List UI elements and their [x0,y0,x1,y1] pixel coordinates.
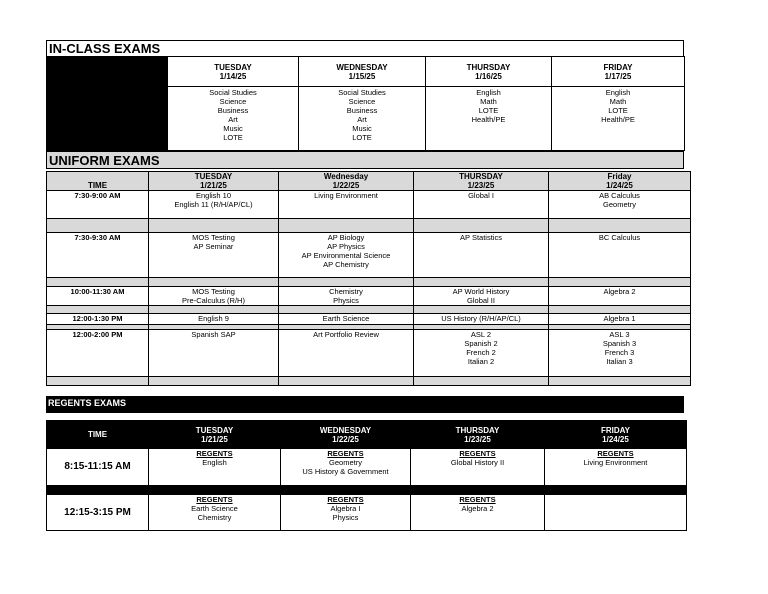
spacer-cell [414,219,549,233]
uniform-title: UNIFORM EXAMS [46,151,684,169]
spacer-cell [549,278,691,287]
spacer-cell [549,377,691,386]
spacer-cell [149,219,279,233]
spacer-cell [414,306,549,314]
exam-cell: ASL 2 Spanish 2 French 2 Italian 2 [414,330,549,377]
exam-cell: Algebra 2 [549,287,691,306]
uniform-day-header: Friday 1/24/25 [549,172,691,191]
spacer-cell [149,278,279,287]
exam-cell: AB Calculus Geometry [549,191,691,219]
in-class-title: IN-CLASS EXAMS [46,40,684,56]
in-class-subjects: Social Studies Science Business Art Music LOTE [168,87,299,151]
exam-cell: English 9 [149,314,279,325]
spacer-cell [411,486,545,495]
regents-time-header: TIME [47,421,149,449]
spacer-cell [149,377,279,386]
in-class-day-header: WEDNESDAY 1/15/25 [299,57,426,87]
uniform-table [46,171,691,386]
time-slot: 12:15-3:15 PM [47,495,149,531]
regents-cell: REGENTS English [149,449,281,486]
exam-cell: AP World History Global II [414,287,549,306]
regents-cell: REGENTS Earth Science Chemistry [149,495,281,531]
regents-day-header: WEDNESDAY 1/22/25 [281,421,411,449]
uniform-day-header: Wednesday 1/22/25 [279,172,414,191]
exam-cell: Art Portfolio Review [279,330,414,377]
spacer-cell [47,377,149,386]
spacer-cell [279,278,414,287]
regents-day-header: THURSDAY 1/23/25 [411,421,545,449]
exam-cell: ASL 3 Spanish 3 French 3 Italian 3 [549,330,691,377]
time-slot: 12:00-2:00 PM [47,330,149,377]
in-class-subjects: Social Studies Science Business Art Music LOTE [299,87,426,151]
uniform-time-header: TIME [47,172,149,191]
regents-title: REGENTS EXAMS [46,396,684,413]
time-slot: 8:15-11:15 AM [47,449,149,486]
spacer-cell [545,486,687,495]
exam-cell: BC Calculus [549,233,691,278]
exam-cell: Living Environment [279,191,414,219]
spacer-cell [549,219,691,233]
in-class-day-header: THURSDAY 1/16/25 [426,57,552,87]
in-class-day-header: FRIDAY 1/17/25 [552,57,685,87]
spacer-cell [279,219,414,233]
time-slot: 10:00-11:30 AM [47,287,149,306]
regents-day-header: FRIDAY 1/24/25 [545,421,687,449]
spacer-cell [149,486,281,495]
exam-cell: Algebra 1 [549,314,691,325]
uniform-day-header: TUESDAY 1/21/25 [149,172,279,191]
regents-cell: REGENTS Geometry US History & Government [281,449,411,486]
regents-cell: REGENTS Living Environment [545,449,687,486]
spacer-cell [47,306,149,314]
in-class-day-header: TUESDAY 1/14/25 [168,57,299,87]
uniform-day-header: THURSDAY 1/23/25 [414,172,549,191]
time-slot: 7:30-9:00 AM [47,191,149,219]
regents-cell: REGENTS Algebra I Physics [281,495,411,531]
exam-cell: US History (R/H/AP/CL) [414,314,549,325]
exam-cell: MOS Testing AP Seminar [149,233,279,278]
exam-cell: AP Statistics [414,233,549,278]
regents-day-header: TUESDAY 1/21/25 [149,421,281,449]
spacer-cell [149,306,279,314]
spacer-cell [549,306,691,314]
spacer-cell [281,486,411,495]
spacer-cell [414,278,549,287]
regents-cell [545,495,687,531]
time-slot: 7:30-9:30 AM [47,233,149,278]
exam-cell: AP Biology AP Physics AP Environmental Science AP Chemistry [279,233,414,278]
in-class-black-block [47,57,168,151]
exam-cell: Spanish SAP [149,330,279,377]
exam-cell: Chemistry Physics [279,287,414,306]
spacer-cell [414,377,549,386]
exam-cell: MOS Testing Pre-Calculus (R/H) [149,287,279,306]
spacer-cell [47,486,149,495]
spacer-cell [47,219,149,233]
spacer-cell [47,278,149,287]
regents-cell: REGENTS Algebra 2 [411,495,545,531]
in-class-table [46,56,685,151]
exam-cell: Global I [414,191,549,219]
in-class-subjects: English Math LOTE Health/PE [552,87,685,151]
exam-cell: Earth Science [279,314,414,325]
exam-cell: English 10 English 11 (R/H/AP/CL) [149,191,279,219]
regents-table [46,420,687,531]
time-slot: 12:00-1:30 PM [47,314,149,325]
regents-cell: REGENTS Global History II [411,449,545,486]
spacer-cell [279,377,414,386]
spacer-cell [279,306,414,314]
in-class-subjects: English Math LOTE Health/PE [426,87,552,151]
